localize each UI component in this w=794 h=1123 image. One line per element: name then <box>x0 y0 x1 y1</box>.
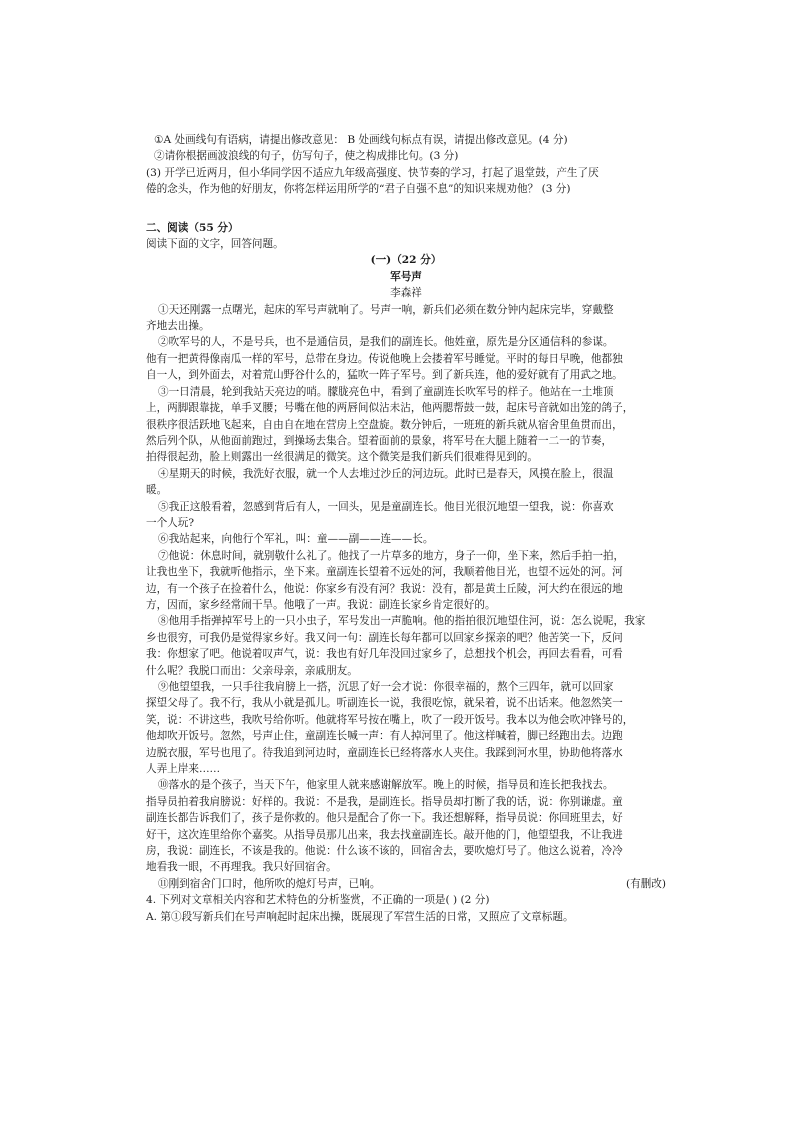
paragraph-line: 然后列个队，从他面前跑过，到操场去集合。望着面前的景象，将军号在大腿上随着一二一的节奏， <box>146 434 613 447</box>
paragraph-line: ⑩落水的是个孩子，当天下午，他家里人就来感谢解放军。晚上的时候，指导员和连长把我找去。 <box>158 779 614 792</box>
paragraph-10 <box>146 777 666 875</box>
paragraph-line: 拍得很起劲，脸上则露出一丝很满足的微笑。这个微笑是我们新兵们很难得见到的。 <box>146 451 538 464</box>
paragraph-line: 探望父母了。我不行，我从小就是孤儿。听副连长一说，我很吃惊，就呆着，说不出话来。他忽然笑一 <box>146 697 623 710</box>
paragraph-line: 副连长都告诉我们了，孩子是你救的。他只是配合了你一下。我还想解释，指导员说：你回班里去，好 <box>146 812 623 825</box>
paragraph-5 <box>146 499 666 532</box>
paragraph-9 <box>146 679 666 777</box>
exam-content <box>146 132 666 925</box>
paragraph-line: 我：你想家了吧。他说着叹声气，说：我也有好几年没回过家乡了，总想找个机会，再回去看看，可看 <box>146 648 623 661</box>
paragraph-line: 他却吹开饭号。忽然，号声止住，童副连长喊一声：有人掉河里了。他这样喊着，脚已经跑出去。边跑 <box>146 730 623 743</box>
paragraph-line: ⑪刚到宿舍门口时，他所吹的熄灯号声，已响。 <box>158 877 381 890</box>
paragraph-line: ⑨他望望我，一只手往我肩膀上一搭，沉思了好一会才说：你很幸福的，熬个三四年，就可以回家 <box>158 681 614 693</box>
paragraph-line: 上，两脚跟靠拢，单手叉腰；号嘴在他的两唇间似沾未沾，他两腮帮鼓一鼓，起床号音就如出笼的鸽子， <box>146 402 634 415</box>
paragraph-line: 地看我一眼，不再理我。我只好回宿舍。 <box>146 861 337 874</box>
paragraph-line: ⑧他用手指弹掉军号上的一只小虫子，军号发出一声脆响。他的指拍很沉地望住河，说：怎么说呢，我家 <box>158 615 646 628</box>
paragraph-1 <box>146 302 666 335</box>
paragraph-line: ③一日清晨，轮到我站天亮边的哨。朦胧亮色中，看到了童副连长吹军号的样子。他站在一土堆顶 <box>158 385 614 398</box>
paragraph-line: 好干，这次连里给你个嘉奖。从指导员那儿出来，我去找童副连长。敲开他的门，他望望我，不让我进 <box>146 828 623 841</box>
question-line: ①A 处画线句有语病，请提出修改意见： B 处画线句标点有误，请提出修改意见。(4 分) <box>154 134 568 146</box>
paragraph-line: 他有一把黄得像南瓜一样的军号，总带在身边。传说他晚上会搂着军号睡觉。平时的每日早晚，他都独 <box>146 352 623 365</box>
paragraph-line: ④星期天的时候，我洗好衣服，就一个人去堆过沙丘的河边玩。此时已是春天，风摸在脸上，很温 <box>158 467 614 480</box>
paragraph-line: 笑，说：不讲这些，我吹号给你听。他就将军号按在嘴上，吹了一段开饭号。我本以为他会吹冲锋号的， <box>146 713 634 726</box>
section-instruction: 阅读下面的文字，回答问题。 <box>146 238 284 251</box>
part-heading: (一)（22 分） <box>370 254 442 267</box>
paragraph-line: ⑦他说：休息时间，就别敬什么礼了。他找了一片草多的地方，身子一仰，坐下来，然后手拍一拍， <box>158 549 625 562</box>
paragraph-3 <box>146 384 666 466</box>
source-note: (有删改) <box>625 877 666 890</box>
paragraph-line: 暖。 <box>146 484 168 497</box>
question-4 <box>146 892 666 925</box>
question-stem: 4. 下列对文章相关内容和艺术特色的分析鉴赏，不正确的一项是( ) (2 分) <box>146 894 490 907</box>
paragraph-line: ②吹军号的人，不是号兵，也不是通信员，是我们的副连长。他姓童，原先是分区通信科的参谋。 <box>158 336 614 349</box>
section-title: 二、阅读（55 分） <box>146 221 239 234</box>
question-line: 倦的念头，作为他的好朋友，你将怎样运用所学的“君子自强不息”的知识来规劝他？ (3 分) <box>146 183 571 196</box>
paragraph-line: ①天还刚露一点曙光，起床的军号声就响了。号声一响，新兵们必须在数分钟内起床完毕，穿戴整 <box>158 303 614 316</box>
paragraph-7 <box>146 548 666 614</box>
paragraph-11 <box>146 876 666 892</box>
paragraph-line: 很秩序很活跃地飞起来，自由自在地在营房上空盘旋。数分钟后，一班班的新兵就从宿舍里鱼贯而出， <box>146 418 623 431</box>
paragraph-line: 什么呢？我脱口而出：父亲母亲，亲戚朋友。 <box>146 664 358 677</box>
paragraph-line: 齐地去出操。 <box>146 320 210 333</box>
paragraph-line: 人弄上岸来…… <box>146 763 221 776</box>
paragraph-6 <box>146 531 666 547</box>
paragraph-8 <box>146 613 666 679</box>
article-author: 李森祥 <box>390 287 422 300</box>
paragraph-line: 边，有一个孩子在捡着什么，他说：你家乡有没有河？我说：没有，都是黄土丘陵，河大约在很远的地 <box>146 582 623 595</box>
paragraph-line: 边脱衣服，军号也甩了。待我追到河边时，童副连长已经将落水人夹住。我踩到河水里，协助他将落水 <box>146 746 623 759</box>
paragraph-line: 乡也很穷，可我仍是觉得家乡好。我又问一句：副连长每年都可以回家乡探亲的吧？他苦笑一下，反问 <box>146 631 623 644</box>
paragraph-line: ⑥我站起来，向他行个军礼，叫：童——副——连——长。 <box>158 533 434 546</box>
question-line: ②请你根据画波浪线的句子，仿写句子，使之构成排比句。(3 分) <box>154 150 459 163</box>
paragraph-line: 指导员拍着我肩膀说：好样的。我说：不是我，是副连长。指导员却打断了我的话，说：你别谦虚。童 <box>146 795 623 808</box>
paragraph-line: 方，因而，家乡经常闹干旱。他哦了一声。我说：副连长家乡肯定很好的。 <box>146 598 496 611</box>
paragraph-4 <box>146 466 666 499</box>
paragraph-line: 自一人，到外面去，对着荒山野谷什么的，猛吹一阵子军号。到了新兵连，他的爱好就有了用武之地。 <box>146 369 623 382</box>
paragraph-line: 一个人玩? <box>146 516 195 529</box>
option-a: A. 第①段写新兵们在号声响起时起床出操，既展现了军营生活的日常，又照应了文章标题。 <box>146 910 574 923</box>
paragraph-2 <box>146 334 666 383</box>
paragraph-line: ⑤我正这般看着，忽感到背后有人，一回头，见是童副连长。他目光很沉地望一望我，说：你喜欢 <box>158 500 614 513</box>
question-line: (3) 开学已近两月，但小华同学因不适应九年级高强度、快节奏的学习，打起了退堂鼓，产生了厌 <box>146 166 599 179</box>
paragraph-line: 让我也坐下，我就听他指示，坐下来。童副连长望着不远处的河，我顺着他目光，也望不远处的河。河 <box>146 566 623 579</box>
paragraph-line: 房，我说：副连长，不该是我的。他说：什么该不该的，回宿舍去，要吹熄灯号了。他这么说着，冷冷 <box>146 845 623 858</box>
article-title: 军号声 <box>390 270 422 283</box>
